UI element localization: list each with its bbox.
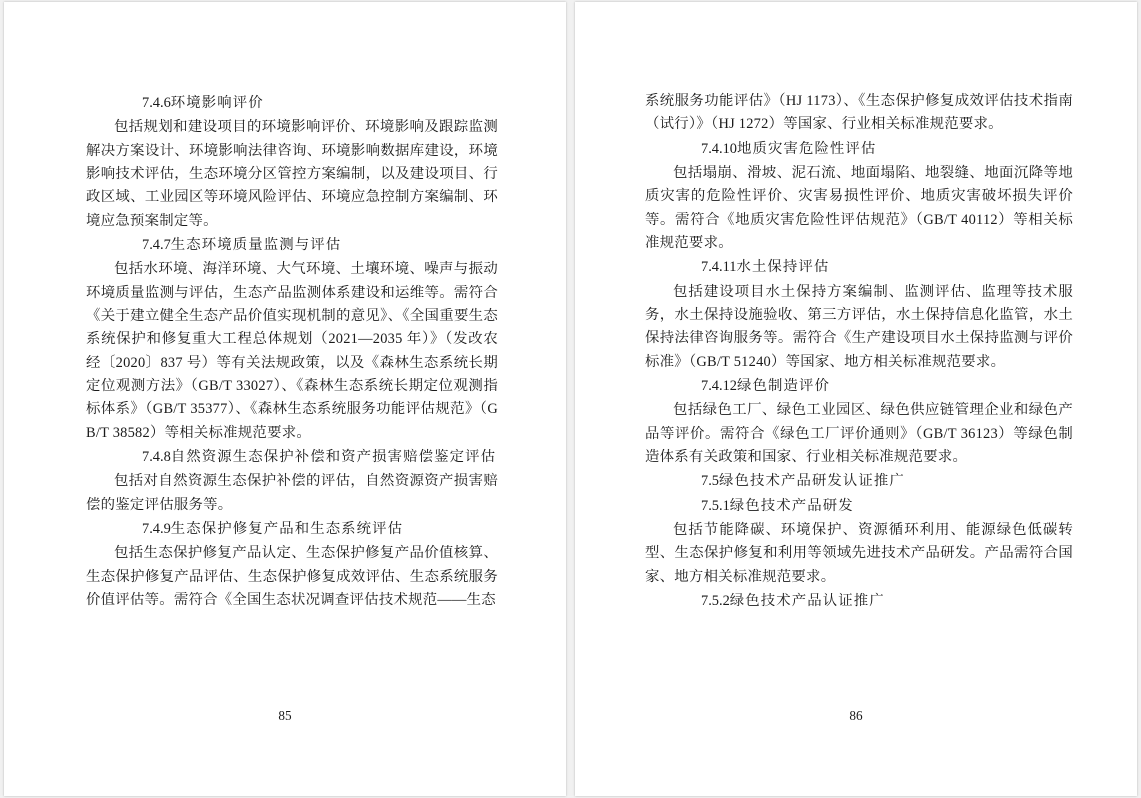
section-title: 生态环境质量监测与评估 [170,236,342,253]
document-page-left [4,2,566,796]
paragraph: 包括节能降碳、环境保护、资源循环利用、能源绿色低碳转型、生态保护修复和利用等领域先进技术产品研发。产品需符合国家、地方相关标准规范要求。 [645,521,1073,585]
section-number: 7.4.6 [142,95,171,111]
document-page-right [575,2,1137,796]
section-heading [86,518,498,541]
section-number: 7.5.2 [701,592,730,609]
section-heading [645,495,1073,518]
paragraph-continued: 系统服务功能评估》（HJ 1173）、《生态保护修复成效评估技术指南（试行）》（HJ 1272）等国家、行业相关标准规范要求。 [645,93,1073,133]
paragraph: 包括建设项目水土保持方案编制、监测评估、监理等技术服务，水土保持设施验收、第三方评估，水土保持信息化监管，水土保持法律咨询服务等。需符合《生产建设项目水土保持监测与评价标准》（GB/T 51240）等国家、地方相关标准规范要求。 [645,283,1073,370]
section-number: 7.4.12 [701,377,737,394]
section-number: 7.5 [701,473,719,490]
section-title: 环境影响评价 [170,95,264,111]
paragraph: 包括绿色工厂、绿色工业园区、绿色供应链管理企业和绿色产品等评价。需符合《绿色工厂评价通则》（GB/T 36123）等绿色制造体系有关政策和国家、行业相关标准规范要求。 [645,402,1073,465]
section-title: 地质灾害危险性评估 [736,140,877,157]
section-heading [645,256,1073,279]
section-title: 自然资源生态保护补偿和资产损害赔偿鉴定评估 [170,448,497,465]
page-left-content [86,92,498,698]
section-number: 7.4.11 [701,259,737,276]
section-number: 7.4.7 [142,236,171,253]
paragraph: 包括塌崩、滑坡、泥石流、地面塌陷、地裂缝、地面沉降等地质灾害的危险性评价、灾害易损性评价、地质灾害破坏损失评价等。需符合《地质灾害危险性评估规范》（GB/T 40112）等相关标准规范要求。 [645,164,1073,251]
section-heading [645,138,1073,161]
paragraph: 包括水环境、海洋环境、大气环境、土壤环境、噪声与振动环境质量监测与评估，生态产品监测体系建设和运维等。需符合《关于建立健全生态产品价值实现机制的意见》、《全国重要生态系统保护和修复重大工程总体规划（2021—2035 年）》（发改农经〔2020〕837 号）等有关法规政策，以及《森林生态系统长期定位观测方法》（GB/T 33027）、《森林生态系统长期定位观测指标体系》（GB/T 35377）、《森林生态系统服务功能评估规范》（GB/T 38582）等相关标准规范要求。 [86,261,498,441]
section-heading [86,234,498,257]
section-number: 7.4.10 [701,140,737,157]
section-title: 生态保护修复产品和生态系统评估 [170,520,404,537]
section-number: 7.4.8 [142,448,171,465]
section-title: 绿色技术产品研发 [729,497,854,514]
section-heading [645,590,1073,613]
page-right-content [645,90,1073,698]
section-heading [645,375,1073,398]
page-number: 85 [278,708,292,723]
section-heading [86,446,498,469]
section-number: 7.5.1 [701,497,730,514]
section-heading [645,470,1073,493]
section-title: 水土保持评估 [736,259,830,276]
paragraph: 包括规划和建设项目的环境影响评价、环境影响及跟踪监测解决方案设计、环境影响法律咨询、环境影响数据库建设，环境影响技术评估，生态环境分区管控方案编制，以及建设项目、行政区域、工业园区等环境风险评估、环境应急控制方案编制、环境应急预案制定等。 [86,119,498,229]
page-number: 86 [849,708,863,723]
section-title: 绿色制造评价 [736,377,830,394]
paragraph: 包括对自然资源生态保护补偿的评估，自然资源资产损害赔偿的鉴定评估服务等。 [86,473,498,513]
section-title: 绿色技术产品认证推广 [729,592,885,609]
paragraph: 包括生态保护修复产品认定、生态保护修复产品价值核算、生态保护修复产品评估、生态保护修复成效评估、生态系统服务价值评估等。需符合《全国生态状况调查评估技术规范——生态 [86,545,498,608]
section-heading [86,92,498,115]
section-title: 绿色技术产品研发认证推广 [719,473,905,490]
section-number: 7.4.9 [142,520,171,537]
